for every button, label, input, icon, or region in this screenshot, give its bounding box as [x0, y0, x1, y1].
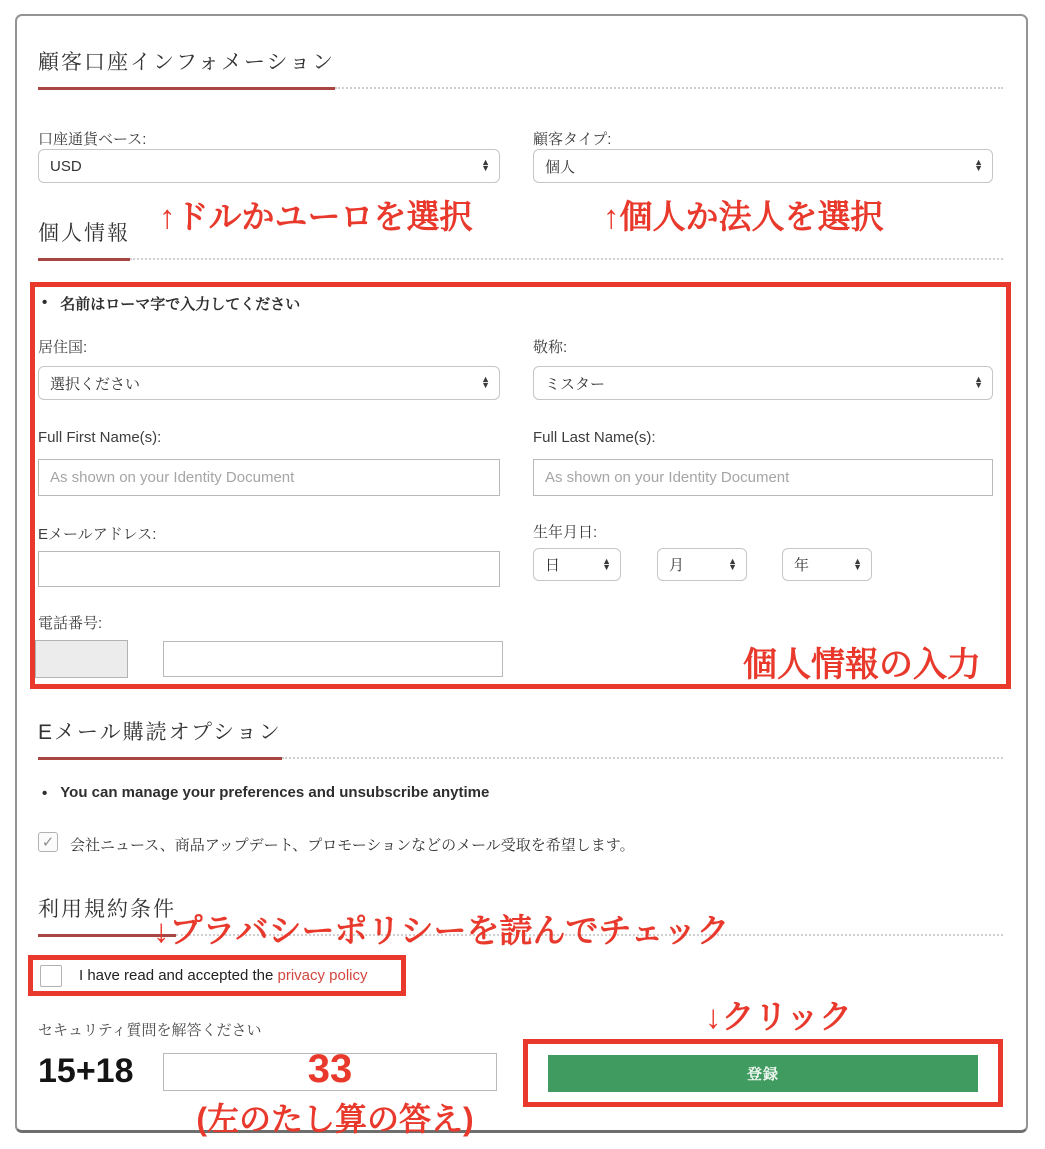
- customer-type-label: 顧客タイプ:: [533, 131, 612, 148]
- currency-select-value: USD: [50, 157, 82, 175]
- roman-letters-note-text: • 名前はローマ字で入力してください: [60, 296, 301, 313]
- personal-info-highlight-box: [30, 282, 1011, 689]
- heading-rule: [335, 87, 1003, 89]
- privacy-highlight-box: [28, 955, 406, 996]
- subscription-section-heading: [38, 716, 1003, 760]
- answer-annotation: 33: [307, 1047, 353, 1091]
- select-arrows-icon: [974, 377, 983, 388]
- subscription-note-text: • You can manage your preferences and unsubscribe anytime: [60, 784, 490, 801]
- privacy-hint-annotation: ↓プラバシーポリシーを読んでチェック: [153, 912, 730, 949]
- dob-year-select[interactable]: [782, 548, 872, 581]
- phone-label: 電話番号:: [38, 615, 103, 632]
- first-name-label: Full First Name(s):: [38, 429, 162, 446]
- security-question-label: セキュリティ質問を解答ください: [38, 1022, 262, 1039]
- privacy-checkbox[interactable]: [40, 965, 62, 987]
- heading-rule: [282, 757, 1003, 759]
- personal-section-title: 個人情報: [38, 217, 130, 261]
- select-arrows-icon: [853, 559, 862, 570]
- click-hint-annotation: ↓クリック: [705, 998, 853, 1035]
- first-name-input[interactable]: [38, 459, 500, 496]
- customer-type-select[interactable]: [533, 149, 993, 183]
- select-arrows-icon: [602, 559, 611, 570]
- answer-hint-annotation: (左のたし算の答え): [196, 1101, 474, 1137]
- email-label: Eメールアドレス:: [38, 526, 157, 543]
- dob-day-select[interactable]: [533, 548, 621, 581]
- currency-select[interactable]: [38, 149, 500, 183]
- privacy-policy-link[interactable]: privacy policy: [277, 967, 368, 984]
- check-icon: ✓: [41, 834, 55, 851]
- personal-info-hint-annotation: 個人情報の入力: [743, 646, 981, 684]
- currency-hint-annotation: ↑ドルかユーロを選択: [159, 198, 473, 235]
- registration-form-panel: [15, 14, 1028, 1137]
- subscription-note: [42, 784, 489, 803]
- account-section-heading: [38, 46, 1003, 90]
- dob-month-value: 月: [669, 557, 685, 574]
- privacy-statement: [79, 967, 368, 984]
- subscription-checkbox[interactable]: [38, 832, 58, 852]
- select-arrows-icon: [481, 160, 490, 171]
- last-name-label: Full Last Name(s):: [533, 429, 656, 446]
- submit-button[interactable]: 登録: [548, 1055, 978, 1092]
- terms-section-title: 利用規約条件: [38, 893, 176, 937]
- customer-type-select-value: 個人: [545, 158, 576, 176]
- salutation-select[interactable]: [533, 366, 993, 400]
- email-input[interactable]: [38, 551, 500, 587]
- select-arrows-icon: [728, 559, 737, 570]
- heading-rule: [130, 258, 1003, 260]
- security-question-text: 15+18: [38, 1052, 134, 1090]
- phone-number-input[interactable]: [163, 641, 503, 677]
- currency-label: 口座通貨ベース:: [38, 131, 147, 148]
- dob-day-value: 日: [545, 557, 561, 574]
- phone-country-code-input[interactable]: [35, 640, 128, 678]
- salutation-select-value: ミスター: [545, 375, 606, 393]
- subscription-checkbox-label: 会社ニュース、商品アップデート、プロモーションなどのメール受取を希望します。: [70, 837, 635, 854]
- select-arrows-icon: [481, 377, 490, 388]
- country-select[interactable]: [38, 366, 500, 400]
- dob-year-value: 年: [794, 557, 810, 574]
- customer-type-hint-annotation: ↑個人か法人を選択: [603, 198, 884, 235]
- dob-label: 生年月日:: [533, 524, 598, 541]
- privacy-statement-text: I have read and accepted the: [79, 967, 274, 984]
- roman-letters-note: [42, 293, 300, 314]
- submit-highlight-box: [523, 1039, 1003, 1107]
- country-select-value: 選択ください: [50, 375, 141, 393]
- last-name-input[interactable]: [533, 459, 993, 496]
- account-section-title: 顧客口座インフォメーション: [38, 46, 335, 90]
- select-arrows-icon: [974, 160, 983, 171]
- salutation-label: 敬称:: [533, 339, 568, 356]
- country-label: 居住国:: [38, 339, 88, 356]
- dob-month-select[interactable]: [657, 548, 747, 581]
- subscription-section-title: Eメール購読オプション: [38, 716, 282, 760]
